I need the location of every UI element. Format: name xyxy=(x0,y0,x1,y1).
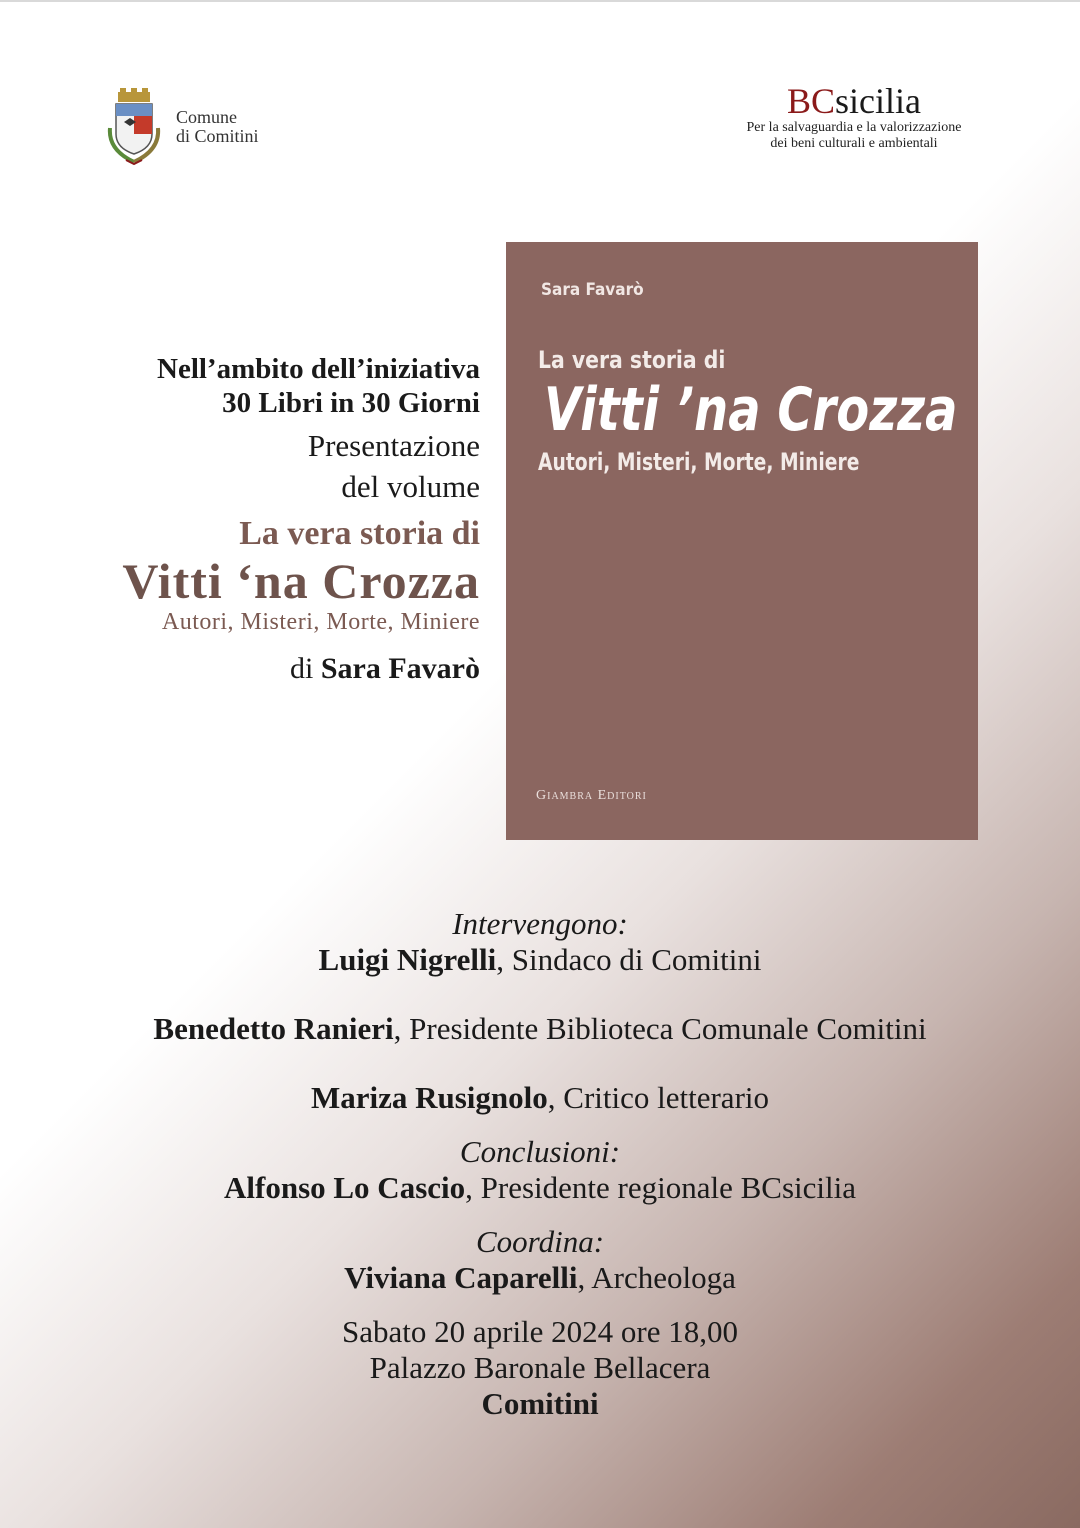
comune-line1: Comune xyxy=(176,107,237,127)
speaker-1-role: , Sindaco di Comitini xyxy=(496,942,762,977)
conclusions-speaker xyxy=(0,1170,1080,1206)
conclusions-name: Alfonso Lo Cascio xyxy=(224,1170,466,1205)
bcsicilia-logo xyxy=(716,82,992,162)
coordination-heading: Coordina: xyxy=(475,1224,605,1259)
speaker-3 xyxy=(0,1080,1080,1116)
cover-publisher: Giambra Editori xyxy=(536,788,647,803)
bcsicilia-tagline-2: dei beni culturali e ambientali xyxy=(770,136,938,151)
bcsicilia-tagline-1: Per la salvaguardia e la valorizzazione xyxy=(746,120,962,135)
initiative-line-2: 30 Libri in 30 Giorni xyxy=(222,387,480,419)
speaker-2 xyxy=(0,1011,1080,1047)
bcsicilia-name xyxy=(716,82,992,120)
initiative-line-1: Nell’ambito dell’iniziativa xyxy=(157,353,480,385)
cover-author: Sara Favarò xyxy=(541,280,644,300)
cover-tags: Autori, Misteri, Morte, Miniere xyxy=(538,448,860,476)
coordination-role: , Archeologa xyxy=(577,1260,736,1295)
author-name: Sara Favarò xyxy=(320,652,480,685)
presentation-line-1: Presentazione xyxy=(307,428,480,463)
intro-block xyxy=(40,352,480,686)
speaker-1-name: Luigi Nigrelli xyxy=(318,942,497,977)
bcsicilia-rest: sicilia xyxy=(835,81,921,121)
event-datetime: Sabato 20 aprile 2024 ore 18,00 xyxy=(341,1314,739,1349)
comune-logo xyxy=(104,88,324,168)
event-town xyxy=(0,1386,1080,1422)
conclusions-heading: Conclusioni: xyxy=(459,1134,621,1169)
speaker-2-name: Benedetto Ranieri xyxy=(153,1011,394,1046)
comune-name xyxy=(176,108,259,146)
book-tags: Autori, Misteri, Morte, Miniere xyxy=(161,609,480,635)
coat-of-arms-icon xyxy=(104,88,164,168)
event-town-name: Comitini xyxy=(481,1386,599,1421)
cover-title: Vitti ’na Crozza xyxy=(544,375,958,445)
comune-line2: di Comitini xyxy=(176,126,259,146)
event-venue: Palazzo Baronale Bellacera xyxy=(369,1350,711,1385)
speaker-2-role: , Presidente Biblioteca Comunale Comitini xyxy=(393,1011,927,1046)
speaker-1 xyxy=(0,942,1080,978)
author-by: di xyxy=(290,652,314,685)
program-block xyxy=(0,906,1080,1422)
conclusions-role: , Presidente regionale BCsicilia xyxy=(465,1170,856,1205)
coordination-name: Viviana Caparelli xyxy=(344,1260,578,1295)
cover-subtitle: La vera storia di xyxy=(538,346,726,374)
coordination-speaker xyxy=(0,1260,1080,1296)
book-author xyxy=(40,652,480,686)
presentation-line-2: del volume xyxy=(341,469,480,504)
speaker-3-role: , Critico letterario xyxy=(547,1080,770,1115)
top-border xyxy=(0,0,1080,2)
bcsicilia-bc: BC xyxy=(786,81,836,121)
speakers-heading: Intervengono: xyxy=(452,906,628,941)
book-title: Vitti ‘na Crozza xyxy=(122,553,480,609)
book-cover xyxy=(506,242,978,840)
speaker-3-name: Mariza Rusignolo xyxy=(310,1080,548,1115)
book-subtitle: La vera storia di xyxy=(239,515,480,552)
